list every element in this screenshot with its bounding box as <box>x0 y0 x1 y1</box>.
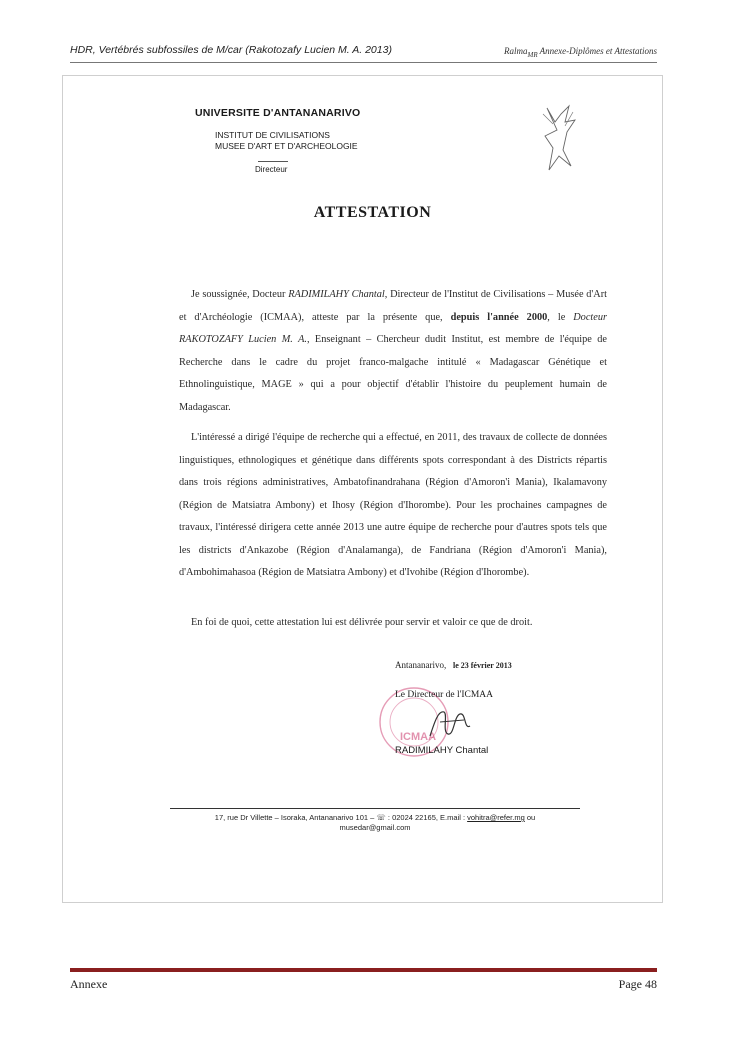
p1-bold-since: depuis l'année 2000 <box>450 311 548 323</box>
p1-text-d: , Enseignant – Chercheur dudit Institut, est membre de l'équipe de Recherche dans le cadre du projet franco-malgache intitulé « Madagascar Génétique et Ethnolinguistique, MAGE » qui a pour objectif d'établir l'histoire du peuplement humain de Madagascar. <box>179 334 607 413</box>
signer-name: RADIMILAHY Chantal <box>395 745 489 756</box>
office-label: Directeur <box>255 165 288 174</box>
email-link-2[interactable]: musedar@gmail.com <box>339 823 411 832</box>
header-right-main: Ralma <box>503 46 528 56</box>
place-date <box>395 660 512 670</box>
signer-title: Le Directeur de l'ICMAA <box>395 690 493 700</box>
page-footer-section: Annexe <box>70 977 108 991</box>
address-line-1 <box>165 813 585 823</box>
letter-footer-address <box>165 813 585 833</box>
handwritten-signature-icon <box>424 704 474 744</box>
institute-line-2: MUSEE D'ART ET D'ARCHEOLOGIE <box>215 141 358 151</box>
office-rule <box>258 161 288 162</box>
address-text-c: ou <box>524 813 536 822</box>
p1-text-b: , Directeur de l'Institut de Civilisations – Musée d'Art et d'Archéologie (ICMAA), atteste par la présente que, <box>179 289 608 323</box>
address-text-a: 17, rue Dr Villette – Isoraka, Antananarivo 101 – <box>214 813 377 822</box>
university-name: UNIVERSITE D'ANTANANARIVO <box>195 107 361 119</box>
paragraph-3 <box>179 612 607 635</box>
p1-text-c: , le <box>547 311 574 323</box>
email-link-1[interactable]: vohitra@refer.mg <box>467 813 525 822</box>
institute-name <box>215 130 358 152</box>
page-number: Page 48 <box>618 977 657 991</box>
telephone-icon: ☏ <box>376 813 386 822</box>
p3-text: En foi de quoi, cette attestation lui est délivrée pour servir et valoir ce que de droit. <box>191 617 533 628</box>
p1-name-subject: Docteur RAKOTOZAFY Lucien M. A. <box>179 311 607 345</box>
header-right-rest: Annexe-Diplômes et Attestations <box>537 46 657 56</box>
paragraph-1 <box>179 284 607 419</box>
address-text-b: : 02024 22165, E.mail : <box>385 813 468 822</box>
place: Antananarivo, <box>395 660 447 670</box>
p1-name-director: RADIMILAHY Chantal <box>288 289 385 300</box>
date: le 23 février 2013 <box>452 661 512 670</box>
paragraph-2 <box>179 427 607 585</box>
header-right-sub: MR <box>527 50 538 59</box>
stamp-text: ICMAA <box>400 731 437 743</box>
running-header-left: HDR, Vertébrés subfossiles de M/car (Rakotozafy Lucien M. A. 2013) <box>70 44 392 56</box>
document-title: ATTESTATION <box>313 204 432 221</box>
p2-text: L'intéressé a dirigé l'équipe de recherche qui a effectué, en 2011, des travaux de collecte de données linguistiques, ethnologiques et génétique dans différents spots correspondant à des Districts répartis dans trois régions administratives, Ambatofinandrahana (Région d'Amoron'i Mania), Ikalamavony (Région de Matsiatra Ambony) et Ihosy (Région d'Ihorombe). Pour les prochaines campagnes de travaux, l'intéressé dirigera cette année 2013 une autre équipe de recherche pour d'autres spots tels que les districts d'Ankazobe (Région d'Analamanga), de Fandriana (Région d'Amoron'i Mania), d'Ambohimahasoa (Région de Matsiatra Ambony) et d'Ivohibe (Région d'Ihorombe). <box>179 432 607 578</box>
institute-logo-icon <box>535 100 585 178</box>
institute-line-1: INSTITUT DE CIVILISATIONS <box>215 130 330 140</box>
header-rule <box>70 62 657 63</box>
letter-footer-rule <box>170 808 580 809</box>
p1-text-a: Je soussignée, Docteur <box>191 289 289 300</box>
page-footer-bar <box>70 968 657 972</box>
running-header-right <box>504 46 657 59</box>
